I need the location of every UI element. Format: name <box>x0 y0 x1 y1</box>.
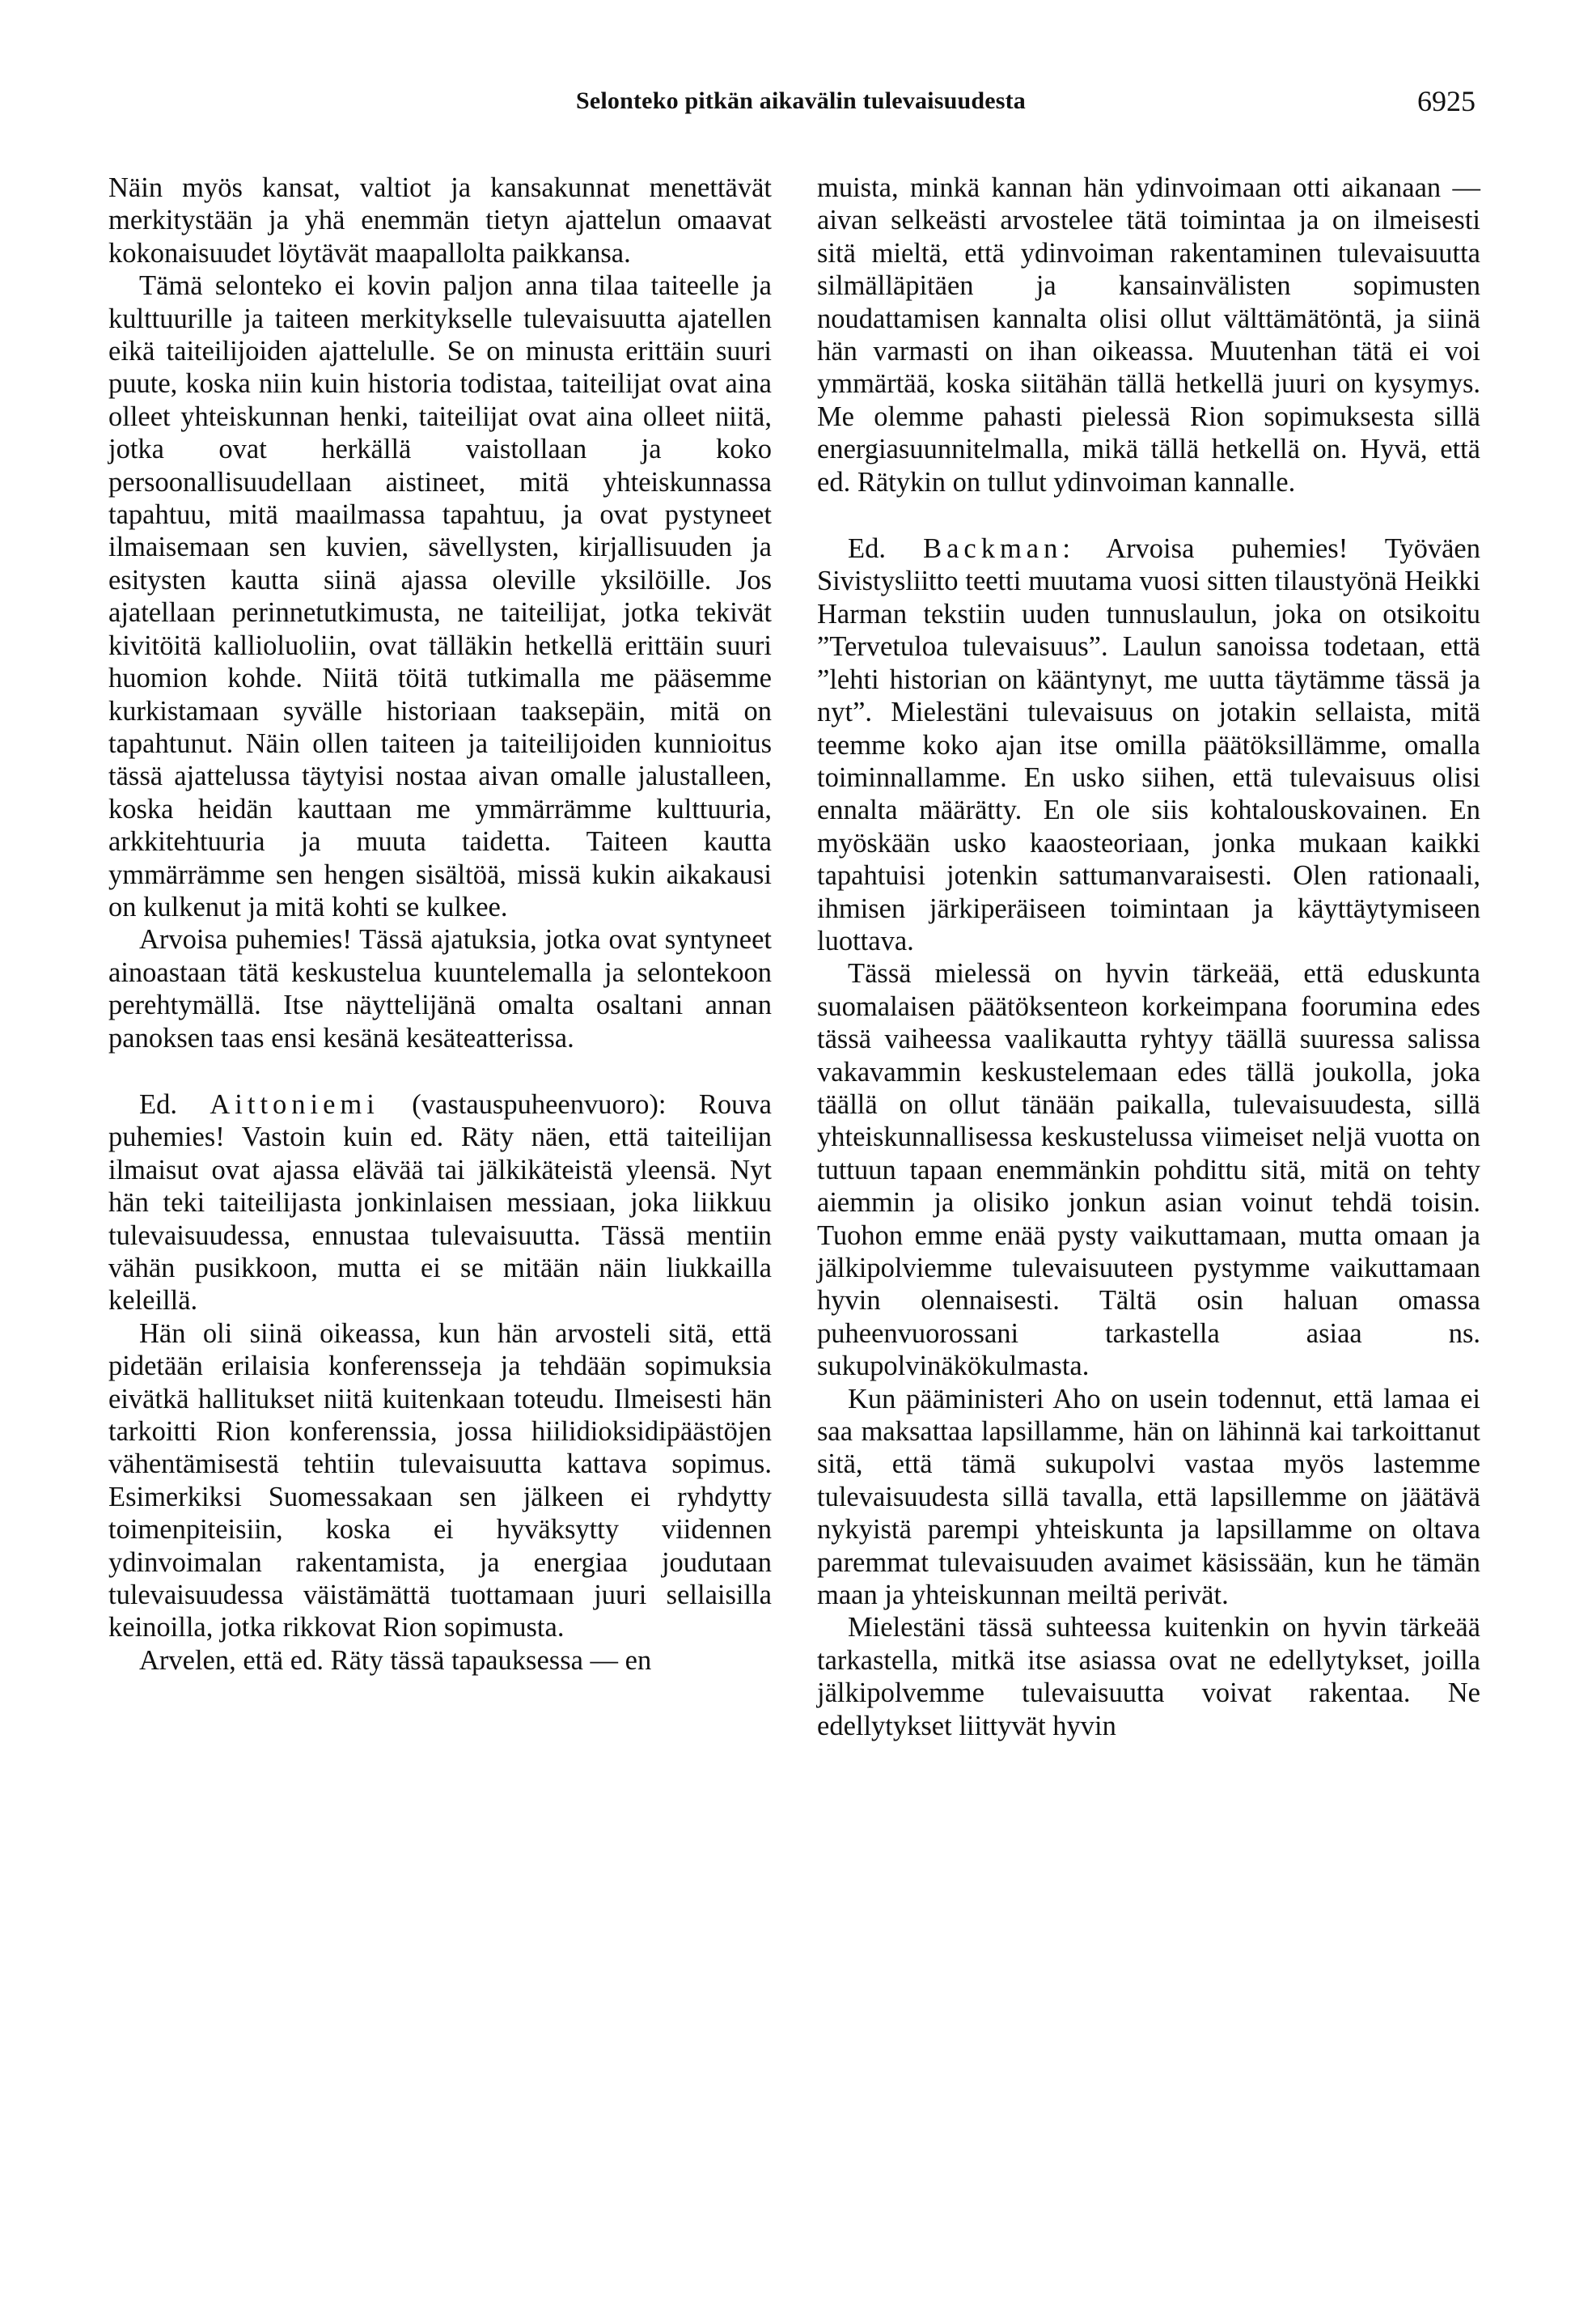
speech-aittoniemi <box>108 1088 772 1317</box>
page-number: 6925 <box>1417 85 1476 117</box>
speech-prefix: Ed. <box>139 1088 210 1120</box>
paragraph: Arvoisa puhemies! Tässä ajatuksia, jotka ovat syntyneet ainoastaan tätä keskustelua kuuntelemalla ja selontekoon perehtymällä. Itse näyttelijänä omalta osaltani annan panoksen taas ensi kesänä kesäteatterissa. <box>108 924 772 1054</box>
paragraph: Tämä selonteko ei kovin paljon anna tilaa taiteelle ja kulttuurille ja taiteen merkitykselle tulevaisuutta ajatellen eikä taiteilijoiden ajattelulle. Se on minusta erittäin suuri puute, koska niin kuin historia todistaa, taiteilijat ovat aina olleet yhteiskunnan henki, taiteilijat ovat aina olleet niitä, jotka ovat herkällä vaistollaan ja koko persoonallisuudellaan aistineet, mitä yhteiskunnassa tapahtuu, mitä maailmassa tapahtuu, ja ovat pystyneet ilmaisemaan sen kuvien, sävellysten, kirjallisuuden ja esitysten kautta siinä ajassa oleville yksilöille. Jos ajatellaan perinnetutkimusta, ne taiteilijat, jotka tekivät kivitöitä kallioluoliin, ovat tälläkin hetkellä erittäin suuri huomion kohde. Niitä töitä tutkimalla me pääsemme kurkistamaan syvälle historiaan taaksepäin, mitä on tapahtunut. Näin ollen taiteen ja taiteilijoiden kunnioitus tässä ajattelussa täytyisi nostaa aivan omalle jalustalleen, koska heidän kauttaan me ymmärrämme kulttuuria, arkkitehtuuria ja muuta taidetta. Taiteen kautta ymmärrämme sen hengen sisältöä, missä kukin aikakausi on kulkenut ja mitä kohti se kulkee. <box>108 270 772 922</box>
speech-prefix: Ed. <box>848 533 924 565</box>
speaker-name: Backman <box>923 533 1063 565</box>
running-title: Selonteko pitkän aikavälin tulevaisuudesta <box>575 87 1027 114</box>
paragraph: Arvelen, että ed. Räty tässä tapauksessa — en <box>139 1644 652 1676</box>
paragraph: Näin myös kansat, valtiot ja kansakunnat menettävät merkitystään ja yhä enemmän tietyn ajattelun omaavat kokonaisuudet löytävät maapallolta paikkansa. <box>108 172 772 269</box>
speech-backman <box>817 532 1480 957</box>
speech-text: (vastauspuheenvuoro): Rouva puhemies! Vastoin kuin ed. Räty näen, että taiteilijan ilmaisut ovat ajassa elävää tai jälkikäteistä yleensä. Nyt hän teki taiteilijasta jonkinlaisen messiaan, joka liikkuu tulevaisuudessa, ennustaa tulevaisuutta. Tässä mentiin vähän pusikkoon, mutta ei se mitään näin liukkailla keleillä. <box>108 1088 772 1317</box>
paragraph: muista, minkä kannan hän ydinvoimaan otti aikanaan — aivan selkeästi arvostelee tätä toimintaa ja on ilmeisesti sitä mieltä, että ydinvoiman rakentaminen tulevaisuutta silmälläpitäen ja kansainvälisten sopimusten noudattamisen kannalta olisi ollut välttämätöntä, ja siinä hän varmasti on ihan oikeassa. Muutenhan tätä ei voi ymmärtää, koska siitähän tällä hetkellä juuri on kysymys. Me olemme pahasti pielessä Rion sopimuksesta sillä energiasuunnitelmalla, mikä tällä hetkellä on. Hyvä, että ed. Rätykin on tullut ydinvoiman kannalle. <box>817 172 1480 498</box>
paragraph: Mielestäni tässä suhteessa kuitenkin on hyvin tärkeää tarkastella, mitkä itse asiassa ovat ne edellytykset, joilla jälkipolvemme tulevaisuutta voivat rakentaa. Ne edellytykset liittyvät hyvin <box>817 1612 1480 1741</box>
speaker-name: Aittoniemi <box>210 1088 379 1120</box>
left-column <box>108 172 772 1677</box>
speech-text: : Arvoisa puhemies! Työväen Sivistysliitto teetti muutama vuosi sitten tilaustyönä Heikki Harman tekstiin uuden tunnuslaulun, joka on otsikoitu ”Tervetuloa tulevaisuus”. Laulun sanoissa todetaan, että ”lehti historian on kääntynyt, me uutta täytämme tässä ja nyt”. Mielestäni tulevaisuus on jotakin sellaista, mitä teemme koko ajan itse omilla päätöksillämme, omalla toiminnallamme. En usko siihen, että tulevaisuus olisi ennalta määrätty. En ole siis kohtalouskovainen. En myöskään usko kaaosteoriaan, jonka mukaan kaikki tapahtuisi jotenkin sattumanvaraisesti. Olen rationaali, ihmisen järkiperäiseen toimintaan ja käyttäytymiseen luottava. <box>817 533 1480 956</box>
paragraph: Hän oli siinä oikeassa, kun hän arvosteli sitä, että pidetään erilaisia konferensseja ja tehdään sopimuksia eivätkä hallitukset niitä kuitenkaan toteudu. Ilmeisesti hän tarkoitti Rion konferenssia, jossa hiilidioksidipäästöjen vähentämisestä tehtiin tulevaisuutta kattava sopimus. Esimerkiksi Suomessakaan sen jälkeen ei ryhdytty toimenpiteisiin, koska ei hyväksytty viidennen ydinvoimalan rakentamista, ja energiaa joudutaan tulevaisuudessa väistämättä tuottamaan juuri sellaisilla keinoilla, jotka rikkovat Rion sopimusta. <box>108 1317 772 1643</box>
paragraph: Kun pääministeri Aho on usein todennut, että lamaa ei saa maksattaa lapsillamme, hän on lähinnä kai tarkoittanut sitä, että tämä sukupolvi vastaa myös lastemme tulevaisuudesta sillä tavalla, että lapsillemme on jäätävä nykyistä parempi yhteiskunta ja lapsillamme on oltava paremmat tulevaisuuden avaimet käsissään, kun he tämän maan ja yhteiskunnan meiltä perivät. <box>817 1383 1480 1611</box>
paragraph: Tässä mielessä on hyvin tärkeää, että eduskunta suomalaisen päätöksenteon korkeimpana foorumina edes tässä vaiheessa vaalikautta ryhtyy täällä suuressa salissa vakavammin keskustelemaan edes tällä joukolla, joka täällä on ollut tänään paikalla, tulevaisuudesta, sillä yhteiskunnallisessa keskustelussa viimeiset neljä vuotta on tuttuun tapaan enemmänkin pohdittu sitä, mitä on tehty aiemmin ja olisiko jonkun asian voinut tehdä toisin. Tuohon emme enää pysty vaikuttamaan, mutta omaan ja jälkipolviemme tulevaisuuteen pystymme vaikuttamaan hyvin olennaisesti. Tältä osin haluan omassa puheenvuorossani tarkastella asiaa ns. sukupolvinäkökulmasta. <box>817 958 1480 1382</box>
right-column <box>817 172 1480 1742</box>
